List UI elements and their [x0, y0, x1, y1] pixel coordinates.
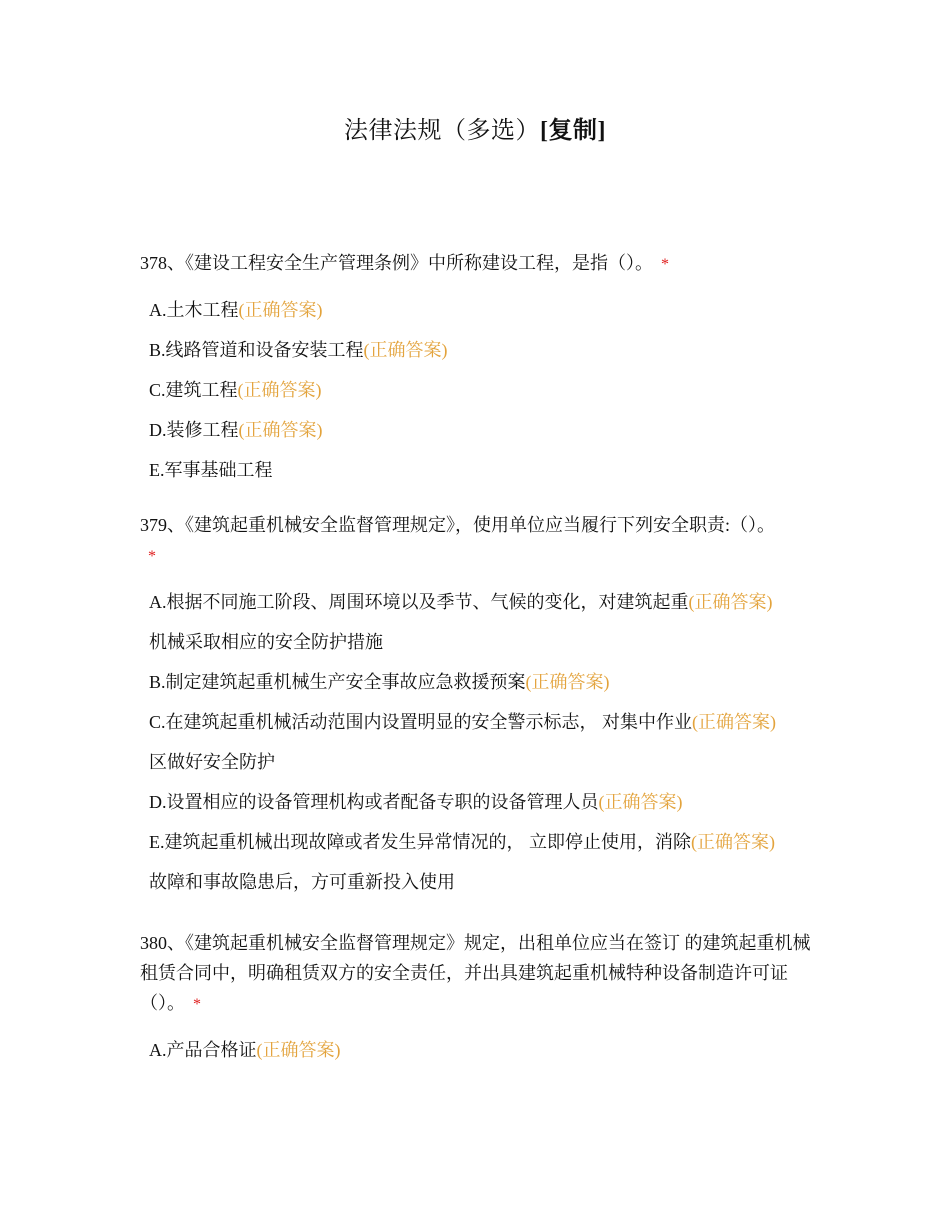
option-list — [140, 582, 820, 902]
required-mark: * — [148, 548, 156, 565]
correct-answer-tag: (正确答案) — [238, 300, 323, 320]
option-d[interactable] — [140, 410, 820, 450]
correct-answer-tag: (正确答案) — [256, 1040, 341, 1060]
option-text-continued: 区做好安全防护 — [149, 752, 275, 772]
option-d[interactable] — [140, 782, 820, 822]
question-stem — [140, 248, 820, 280]
correct-answer-tag: (正确答案) — [363, 340, 448, 360]
question-stem — [140, 510, 780, 572]
required-mark: * — [661, 256, 669, 273]
option-text-continued: 机械采取相应的安全防护措施 — [149, 632, 383, 652]
option-list — [140, 1030, 820, 1070]
page-title — [0, 110, 950, 145]
option-text: D.装修工程 — [149, 420, 239, 440]
option-text: A.根据不同施工阶段、周围环境以及季节、气候的变化，对建筑起重 — [149, 592, 689, 612]
correct-answer-tag: (正确答案) — [525, 672, 610, 692]
question-stem — [140, 928, 820, 1020]
correct-answer-tag: (正确答案) — [692, 712, 777, 732]
option-c[interactable] — [140, 702, 809, 782]
required-mark: * — [193, 996, 201, 1013]
option-e[interactable] — [140, 450, 820, 490]
option-a[interactable] — [140, 1030, 820, 1070]
option-text: C.在建筑起重机械活动范围内设置明显的安全警示标志， 对集中作业 — [149, 712, 693, 732]
option-list — [140, 290, 820, 490]
question-stem-text: 379、《建筑起重机械安全监督管理规定》，使用单位应当履行下列安全职责:（）。 — [140, 515, 775, 535]
option-a[interactable] — [140, 290, 820, 330]
option-text: A.土木工程 — [149, 300, 239, 320]
option-a[interactable] — [140, 582, 809, 662]
question-378 — [140, 248, 820, 490]
correct-answer-tag: (正确答案) — [238, 420, 323, 440]
option-b[interactable] — [140, 662, 820, 702]
correct-answer-tag: (正确答案) — [691, 832, 775, 852]
option-text: D.设置相应的设备管理机构或者配备专职的设备管理人员 — [149, 792, 599, 812]
question-stem-text: 378、《建设工程安全生产管理条例》中所称建设工程，是指（）。 — [140, 253, 653, 273]
option-text-continued: 故障和事故隐患后，方可重新投入使用 — [149, 872, 455, 892]
page-title-copy-tag: [复制] — [540, 118, 606, 144]
option-text: B.制定建筑起重机械生产安全事故应急救援预案 — [149, 672, 526, 692]
page-title-main: 法律法规（多选） — [344, 118, 540, 144]
option-b[interactable] — [140, 330, 820, 370]
question-380 — [140, 928, 820, 1070]
correct-answer-tag: (正确答案) — [598, 792, 683, 812]
correct-answer-tag: (正确答案) — [237, 380, 322, 400]
option-c[interactable] — [140, 370, 820, 410]
option-text: E.建筑起重机械出现故障或者发生异常情况的， 立即停止使用，消除 — [149, 832, 691, 852]
option-text: A.产品合格证 — [149, 1040, 257, 1060]
correct-answer-tag: (正确答案) — [688, 592, 773, 612]
option-text: E.军事基础工程 — [149, 460, 273, 480]
question-stem-text: 380、《建筑起重机械安全监督管理规定》规定，出租单位应当在签订 的建筑起重机械租赁合同中，明确租赁双方的安全责任，并出具建筑起重机械特种设备制造许可证（）。 — [140, 933, 811, 1013]
option-e[interactable] — [140, 822, 809, 902]
question-379 — [140, 510, 820, 902]
option-text: B.线路管道和设备安装工程 — [149, 340, 364, 360]
option-text: C.建筑工程 — [149, 380, 238, 400]
